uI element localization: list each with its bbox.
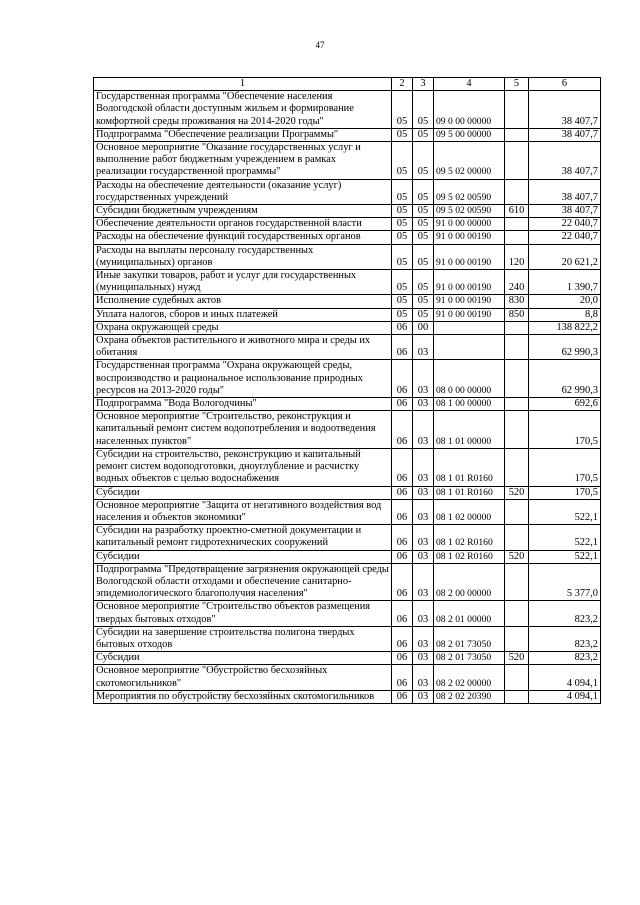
target-article-code: 91 0 00 00000: [434, 218, 505, 231]
subsection-code: 03: [413, 690, 434, 703]
table-row: [94, 486, 601, 499]
target-article-code: 08 1 00 00000: [434, 398, 505, 411]
column-header: 2: [392, 78, 413, 91]
subsection-code: 03: [413, 652, 434, 665]
row-name: Основное мероприятие "Строительство объектов размещения твердых бытовых отходов": [94, 601, 392, 626]
target-article-code: 08 2 01 73050: [434, 652, 505, 665]
section-code: 06: [392, 411, 413, 449]
target-article-code: 08 1 02 R0160: [434, 550, 505, 563]
amount: 22 040,7: [529, 231, 601, 244]
row-name: Расходы на выплаты персоналу государственных (муниципальных) органов: [94, 244, 392, 269]
section-code: 06: [392, 360, 413, 398]
amount: 38 407,7: [529, 142, 601, 180]
table-row: [94, 321, 601, 334]
row-name: Расходы на обеспечение функций государственных органов: [94, 231, 392, 244]
table-row: [94, 179, 601, 204]
section-code: 05: [392, 218, 413, 231]
target-article-code: 08 1 01 R0160: [434, 486, 505, 499]
table-row: [94, 525, 601, 550]
amount: 38 407,7: [529, 205, 601, 218]
expense-type-code: [505, 321, 529, 334]
table-row: [94, 626, 601, 651]
amount: 38 407,7: [529, 128, 601, 141]
row-name: Основное мероприятие "Строительство, реконструкция и капитальный ремонт систем водопотребления и водоотведения населенных пунктов": [94, 411, 392, 449]
subsection-code: 05: [413, 142, 434, 180]
subsection-code: 05: [413, 295, 434, 308]
amount: 823,2: [529, 652, 601, 665]
expense-type-code: [505, 448, 529, 486]
expense-type-code: [505, 142, 529, 180]
subsection-code: 03: [413, 360, 434, 398]
target-article-code: [434, 321, 505, 334]
row-name: Субсидии на строительство, реконструкцию и капитальный ремонт систем водоподготовки, дноуглубление и расчистку водных объектов с целью водоснабжения: [94, 448, 392, 486]
table-row: [94, 335, 601, 360]
expense-type-code: 610: [505, 205, 529, 218]
amount: 20,0: [529, 295, 601, 308]
table-row: [94, 128, 601, 141]
target-article-code: [434, 335, 505, 360]
table-row: [94, 550, 601, 563]
amount: 823,2: [529, 601, 601, 626]
section-code: 05: [392, 142, 413, 180]
target-article-code: 08 1 01 R0160: [434, 448, 505, 486]
header-row: [94, 78, 601, 91]
target-article-code: 09 0 00 00000: [434, 91, 505, 129]
row-name: Уплата налогов, сборов и иных платежей: [94, 308, 392, 321]
section-code: 06: [392, 525, 413, 550]
column-header: 6: [529, 78, 601, 91]
row-name: Субсидии: [94, 550, 392, 563]
section-code: 05: [392, 244, 413, 269]
expense-type-code: [505, 335, 529, 360]
amount: 522,1: [529, 550, 601, 563]
expense-type-code: 830: [505, 295, 529, 308]
amount: 4 094,1: [529, 690, 601, 703]
target-article-code: 08 1 02 00000: [434, 499, 505, 524]
amount: 20 621,2: [529, 244, 601, 269]
table-row: [94, 205, 601, 218]
subsection-code: 05: [413, 231, 434, 244]
section-code: 06: [392, 563, 413, 601]
subsection-code: 05: [413, 205, 434, 218]
target-article-code: 09 5 02 00590: [434, 205, 505, 218]
expense-type-code: 520: [505, 652, 529, 665]
table-row: [94, 231, 601, 244]
amount: 170,5: [529, 448, 601, 486]
amount: 22 040,7: [529, 218, 601, 231]
subsection-code: 05: [413, 218, 434, 231]
column-header: 4: [434, 78, 505, 91]
expense-type-code: [505, 231, 529, 244]
expense-type-code: [505, 499, 529, 524]
target-article-code: 91 0 00 00190: [434, 308, 505, 321]
page-number: 47: [315, 40, 325, 50]
section-code: 06: [392, 499, 413, 524]
table-row: [94, 360, 601, 398]
row-name: Мероприятия по обустройству бесхозяйных скотомогильников: [94, 690, 392, 703]
subsection-code: 05: [413, 91, 434, 129]
target-article-code: 09 5 02 00000: [434, 142, 505, 180]
subsection-code: 05: [413, 308, 434, 321]
row-name: Субсидии: [94, 652, 392, 665]
section-code: 05: [392, 91, 413, 129]
subsection-code: 05: [413, 179, 434, 204]
row-name: Расходы на обеспечение деятельности (оказание услуг) государственных учреждений: [94, 179, 392, 204]
section-code: 06: [392, 486, 413, 499]
expense-type-code: 120: [505, 244, 529, 269]
expense-type-code: 520: [505, 550, 529, 563]
target-article-code: 91 0 00 00190: [434, 231, 505, 244]
target-article-code: 91 0 00 00190: [434, 244, 505, 269]
subsection-code: 05: [413, 128, 434, 141]
subsection-code: 05: [413, 270, 434, 295]
row-name: Иные закупки товаров, работ и услуг для государственных (муниципальных) нужд: [94, 270, 392, 295]
section-code: 06: [392, 665, 413, 690]
section-code: 06: [392, 550, 413, 563]
table-row: [94, 91, 601, 129]
table-row: [94, 142, 601, 180]
expense-type-code: [505, 525, 529, 550]
target-article-code: 91 0 00 00190: [434, 295, 505, 308]
row-name: Субсидии на разработку проектно-сметной документации и капитальный ремонт гидротехнических сооружений: [94, 525, 392, 550]
subsection-code: 03: [413, 411, 434, 449]
row-name: Охрана объектов растительного и животного мира и среды их обитания: [94, 335, 392, 360]
target-article-code: 08 2 00 00000: [434, 563, 505, 601]
table-row: [94, 398, 601, 411]
row-name: Подпрограмма "Вода Вологодчины": [94, 398, 392, 411]
section-code: 06: [392, 601, 413, 626]
target-article-code: 91 0 00 00190: [434, 270, 505, 295]
section-code: 05: [392, 205, 413, 218]
subsection-code: 03: [413, 335, 434, 360]
amount: 1 390,7: [529, 270, 601, 295]
column-header: 3: [413, 78, 434, 91]
table-row: [94, 448, 601, 486]
section-code: 06: [392, 626, 413, 651]
target-article-code: 09 5 00 00000: [434, 128, 505, 141]
section-code: 06: [392, 321, 413, 334]
expense-type-code: [505, 360, 529, 398]
expense-type-code: [505, 626, 529, 651]
section-code: 06: [392, 652, 413, 665]
amount: 38 407,7: [529, 179, 601, 204]
row-name: Основное мероприятие "Оказание государственных услуг и выполнение работ бюджетным учреждением в рамках реализации государственной программы": [94, 142, 392, 180]
target-article-code: 09 5 02 00590: [434, 179, 505, 204]
table-row: [94, 295, 601, 308]
table-row: [94, 308, 601, 321]
column-header: 5: [505, 78, 529, 91]
amount: 170,5: [529, 486, 601, 499]
table-row: [94, 601, 601, 626]
amount: 170,5: [529, 411, 601, 449]
section-code: 05: [392, 270, 413, 295]
subsection-code: 03: [413, 448, 434, 486]
subsection-code: 03: [413, 499, 434, 524]
expense-type-code: [505, 411, 529, 449]
row-name: Основное мероприятие "Обустройство бесхозяйных скотомогильников": [94, 665, 392, 690]
expense-type-code: [505, 91, 529, 129]
row-name: Государственная программа "Обеспечение населения Вологодской области доступным жильем и формирование комфортной среды проживания на 2014-2020 годы": [94, 91, 392, 129]
target-article-code: 08 1 01 00000: [434, 411, 505, 449]
expense-type-code: [505, 218, 529, 231]
amount: 62 990,3: [529, 335, 601, 360]
subsection-code: 03: [413, 550, 434, 563]
amount: 38 407,7: [529, 91, 601, 129]
subsection-code: 03: [413, 525, 434, 550]
table-row: [94, 563, 601, 601]
section-code: 05: [392, 231, 413, 244]
table-row: [94, 218, 601, 231]
subsection-code: 03: [413, 563, 434, 601]
row-name: Субсидии на завершение строительства полигона твердых бытовых отходов: [94, 626, 392, 651]
subsection-code: 03: [413, 626, 434, 651]
subsection-code: 05: [413, 244, 434, 269]
amount: 522,1: [529, 499, 601, 524]
target-article-code: 08 2 01 73050: [434, 626, 505, 651]
amount: 138 822,2: [529, 321, 601, 334]
amount: 692,6: [529, 398, 601, 411]
section-code: 06: [392, 398, 413, 411]
expense-type-code: [505, 563, 529, 601]
subsection-code: 00: [413, 321, 434, 334]
section-code: 05: [392, 179, 413, 204]
row-name: Государственная программа "Охрана окружающей среды, воспроизводство и рациональное использование природных ресурсов на 2013-2020 годы": [94, 360, 392, 398]
expense-type-code: [505, 398, 529, 411]
expense-type-code: 850: [505, 308, 529, 321]
expense-type-code: 240: [505, 270, 529, 295]
amount: 522,1: [529, 525, 601, 550]
row-name: Основное мероприятие "Защита от негативного воздействия вод населения и объектов экономики": [94, 499, 392, 524]
table-row: [94, 499, 601, 524]
row-name: Охрана окружающей среды: [94, 321, 392, 334]
target-article-code: 08 2 02 00000: [434, 665, 505, 690]
subsection-code: 03: [413, 398, 434, 411]
section-code: 06: [392, 335, 413, 360]
row-name: Исполнение судебных актов: [94, 295, 392, 308]
row-name: Подпрограмма "Обеспечение реализации Программы": [94, 128, 392, 141]
target-article-code: 08 1 02 R0160: [434, 525, 505, 550]
table-row: [94, 411, 601, 449]
table-row: [94, 270, 601, 295]
section-code: 05: [392, 295, 413, 308]
table-row: [94, 652, 601, 665]
expense-type-code: [505, 128, 529, 141]
row-name: Субсидии: [94, 486, 392, 499]
subsection-code: 03: [413, 601, 434, 626]
amount: 5 377,0: [529, 563, 601, 601]
row-name: Обеспечение деятельности органов государственной власти: [94, 218, 392, 231]
table-row: [94, 665, 601, 690]
column-header: 1: [94, 78, 392, 91]
amount: 62 990,3: [529, 360, 601, 398]
section-code: 05: [392, 128, 413, 141]
table-row: [94, 690, 601, 703]
subsection-code: 03: [413, 486, 434, 499]
row-name: Подпрограмма "Предотвращение загрязнения окружающей среды Вологодской области отходами и обеспечение санитарно-эпидемиологического благополучия населения": [94, 563, 392, 601]
expense-type-code: [505, 665, 529, 690]
section-code: 05: [392, 308, 413, 321]
expense-type-code: [505, 601, 529, 626]
section-code: 06: [392, 690, 413, 703]
section-code: 06: [392, 448, 413, 486]
target-article-code: 08 0 00 00000: [434, 360, 505, 398]
expense-type-code: [505, 179, 529, 204]
amount: 823,2: [529, 626, 601, 651]
target-article-code: 08 2 02 20390: [434, 690, 505, 703]
budget-table: [93, 77, 601, 704]
expense-type-code: 520: [505, 486, 529, 499]
amount: 8,8: [529, 308, 601, 321]
subsection-code: 03: [413, 665, 434, 690]
amount: 4 094,1: [529, 665, 601, 690]
table-row: [94, 244, 601, 269]
target-article-code: 08 2 01 00000: [434, 601, 505, 626]
row-name: Субсидии бюджетным учреждениям: [94, 205, 392, 218]
expense-type-code: [505, 690, 529, 703]
